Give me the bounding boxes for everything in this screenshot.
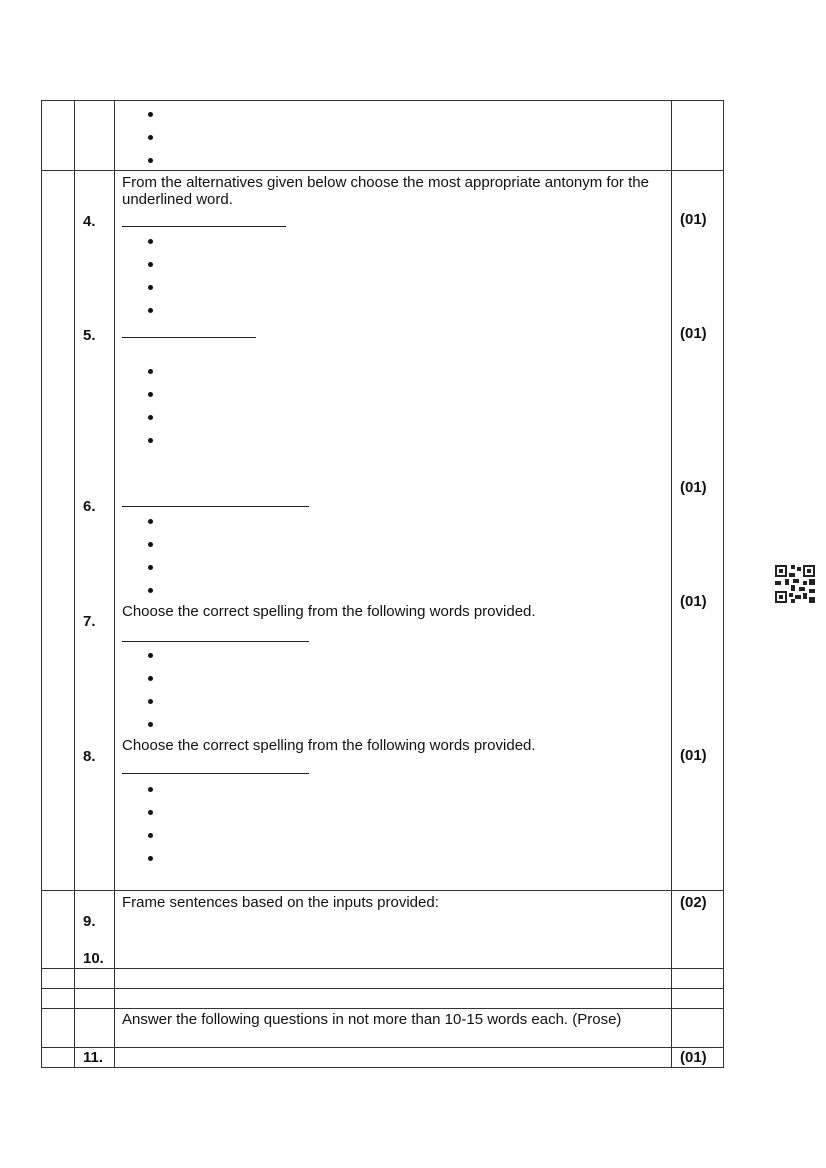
content-cell (115, 101, 672, 171)
bullet-icon (148, 135, 153, 140)
question-number-5: 5. (83, 327, 96, 344)
number-cell (75, 891, 115, 969)
question-table (41, 100, 724, 1068)
bullet-icon (148, 588, 153, 593)
marks-cell (672, 1048, 724, 1068)
number-cell (75, 101, 115, 171)
marks-cell (672, 891, 724, 969)
bullet-icon (148, 285, 153, 290)
marks-cell (672, 1009, 724, 1048)
word-blank (122, 773, 309, 774)
bullet-icon (148, 239, 153, 244)
bullet-icon (148, 787, 153, 792)
bullet-icon (148, 262, 153, 267)
content-cell (115, 1009, 672, 1048)
marks-q8: (01) (680, 747, 707, 764)
question-number-6: 6. (83, 498, 96, 515)
margin-cell (42, 101, 75, 171)
table-row (42, 989, 724, 1009)
underlined-word-blank (122, 337, 256, 338)
marks-q9: (02) (680, 894, 707, 911)
table-row (42, 171, 724, 891)
word-blank (122, 641, 309, 642)
bullet-icon (148, 112, 153, 117)
margin-cell (42, 1009, 75, 1048)
underlined-word-blank (122, 226, 286, 227)
bullet-icon (148, 392, 153, 397)
margin-cell (42, 891, 75, 969)
bullet-icon (148, 856, 153, 861)
question-number-9: 9. (83, 913, 96, 930)
bullet-icon (148, 565, 153, 570)
question-number-11: 11. (83, 1049, 104, 1066)
question-8-instruction: Choose the correct spelling from the following words provided. (122, 737, 536, 754)
margin-cell (42, 171, 75, 891)
question-number-7: 7. (83, 613, 96, 630)
marks-q6: (01) (680, 479, 707, 496)
question-9-instruction: Frame sentences based on the inputs provided: (122, 894, 439, 911)
bullet-icon (148, 369, 153, 374)
bullet-icon (148, 519, 153, 524)
bullet-icon (148, 810, 153, 815)
marks-q5: (01) (680, 325, 707, 342)
bullet-icon (148, 415, 153, 420)
underlined-word-blank (122, 506, 309, 507)
bullet-icon (148, 308, 153, 313)
content-cell (115, 1048, 672, 1068)
table-row (42, 891, 724, 969)
question-number-10: 10. (83, 950, 104, 967)
number-cell (75, 1048, 115, 1068)
content-cell (115, 891, 672, 969)
table-row (42, 1048, 724, 1068)
question-number-8: 8. (83, 748, 96, 765)
bullet-icon (148, 722, 153, 727)
marks-q7: (01) (680, 593, 707, 610)
table-row (42, 1009, 724, 1048)
marks-q11: (01) (680, 1049, 707, 1066)
margin-cell (42, 1048, 75, 1068)
bullet-icon (148, 542, 153, 547)
bullet-icon (148, 438, 153, 443)
bullet-icon (148, 676, 153, 681)
qr-code-icon (775, 565, 815, 603)
number-cell (75, 1009, 115, 1048)
marks-q4: (01) (680, 211, 707, 228)
table-row (42, 101, 724, 171)
bullet-icon (148, 158, 153, 163)
table-row (42, 969, 724, 989)
bullet-icon (148, 699, 153, 704)
number-cell (75, 171, 115, 891)
question-4-instruction: From the alternatives given below choose the most appropriate antonym for the underlined word. (122, 174, 649, 208)
bullet-icon (148, 833, 153, 838)
content-cell (115, 171, 672, 891)
question-7-instruction: Choose the correct spelling from the following words provided. (122, 603, 536, 620)
bullet-icon (148, 653, 153, 658)
prose-instruction: Answer the following questions in not more than 10-15 words each. (Prose) (122, 1011, 622, 1028)
marks-cell (672, 101, 724, 171)
marks-cell (672, 171, 724, 891)
question-number-4: 4. (83, 213, 96, 230)
